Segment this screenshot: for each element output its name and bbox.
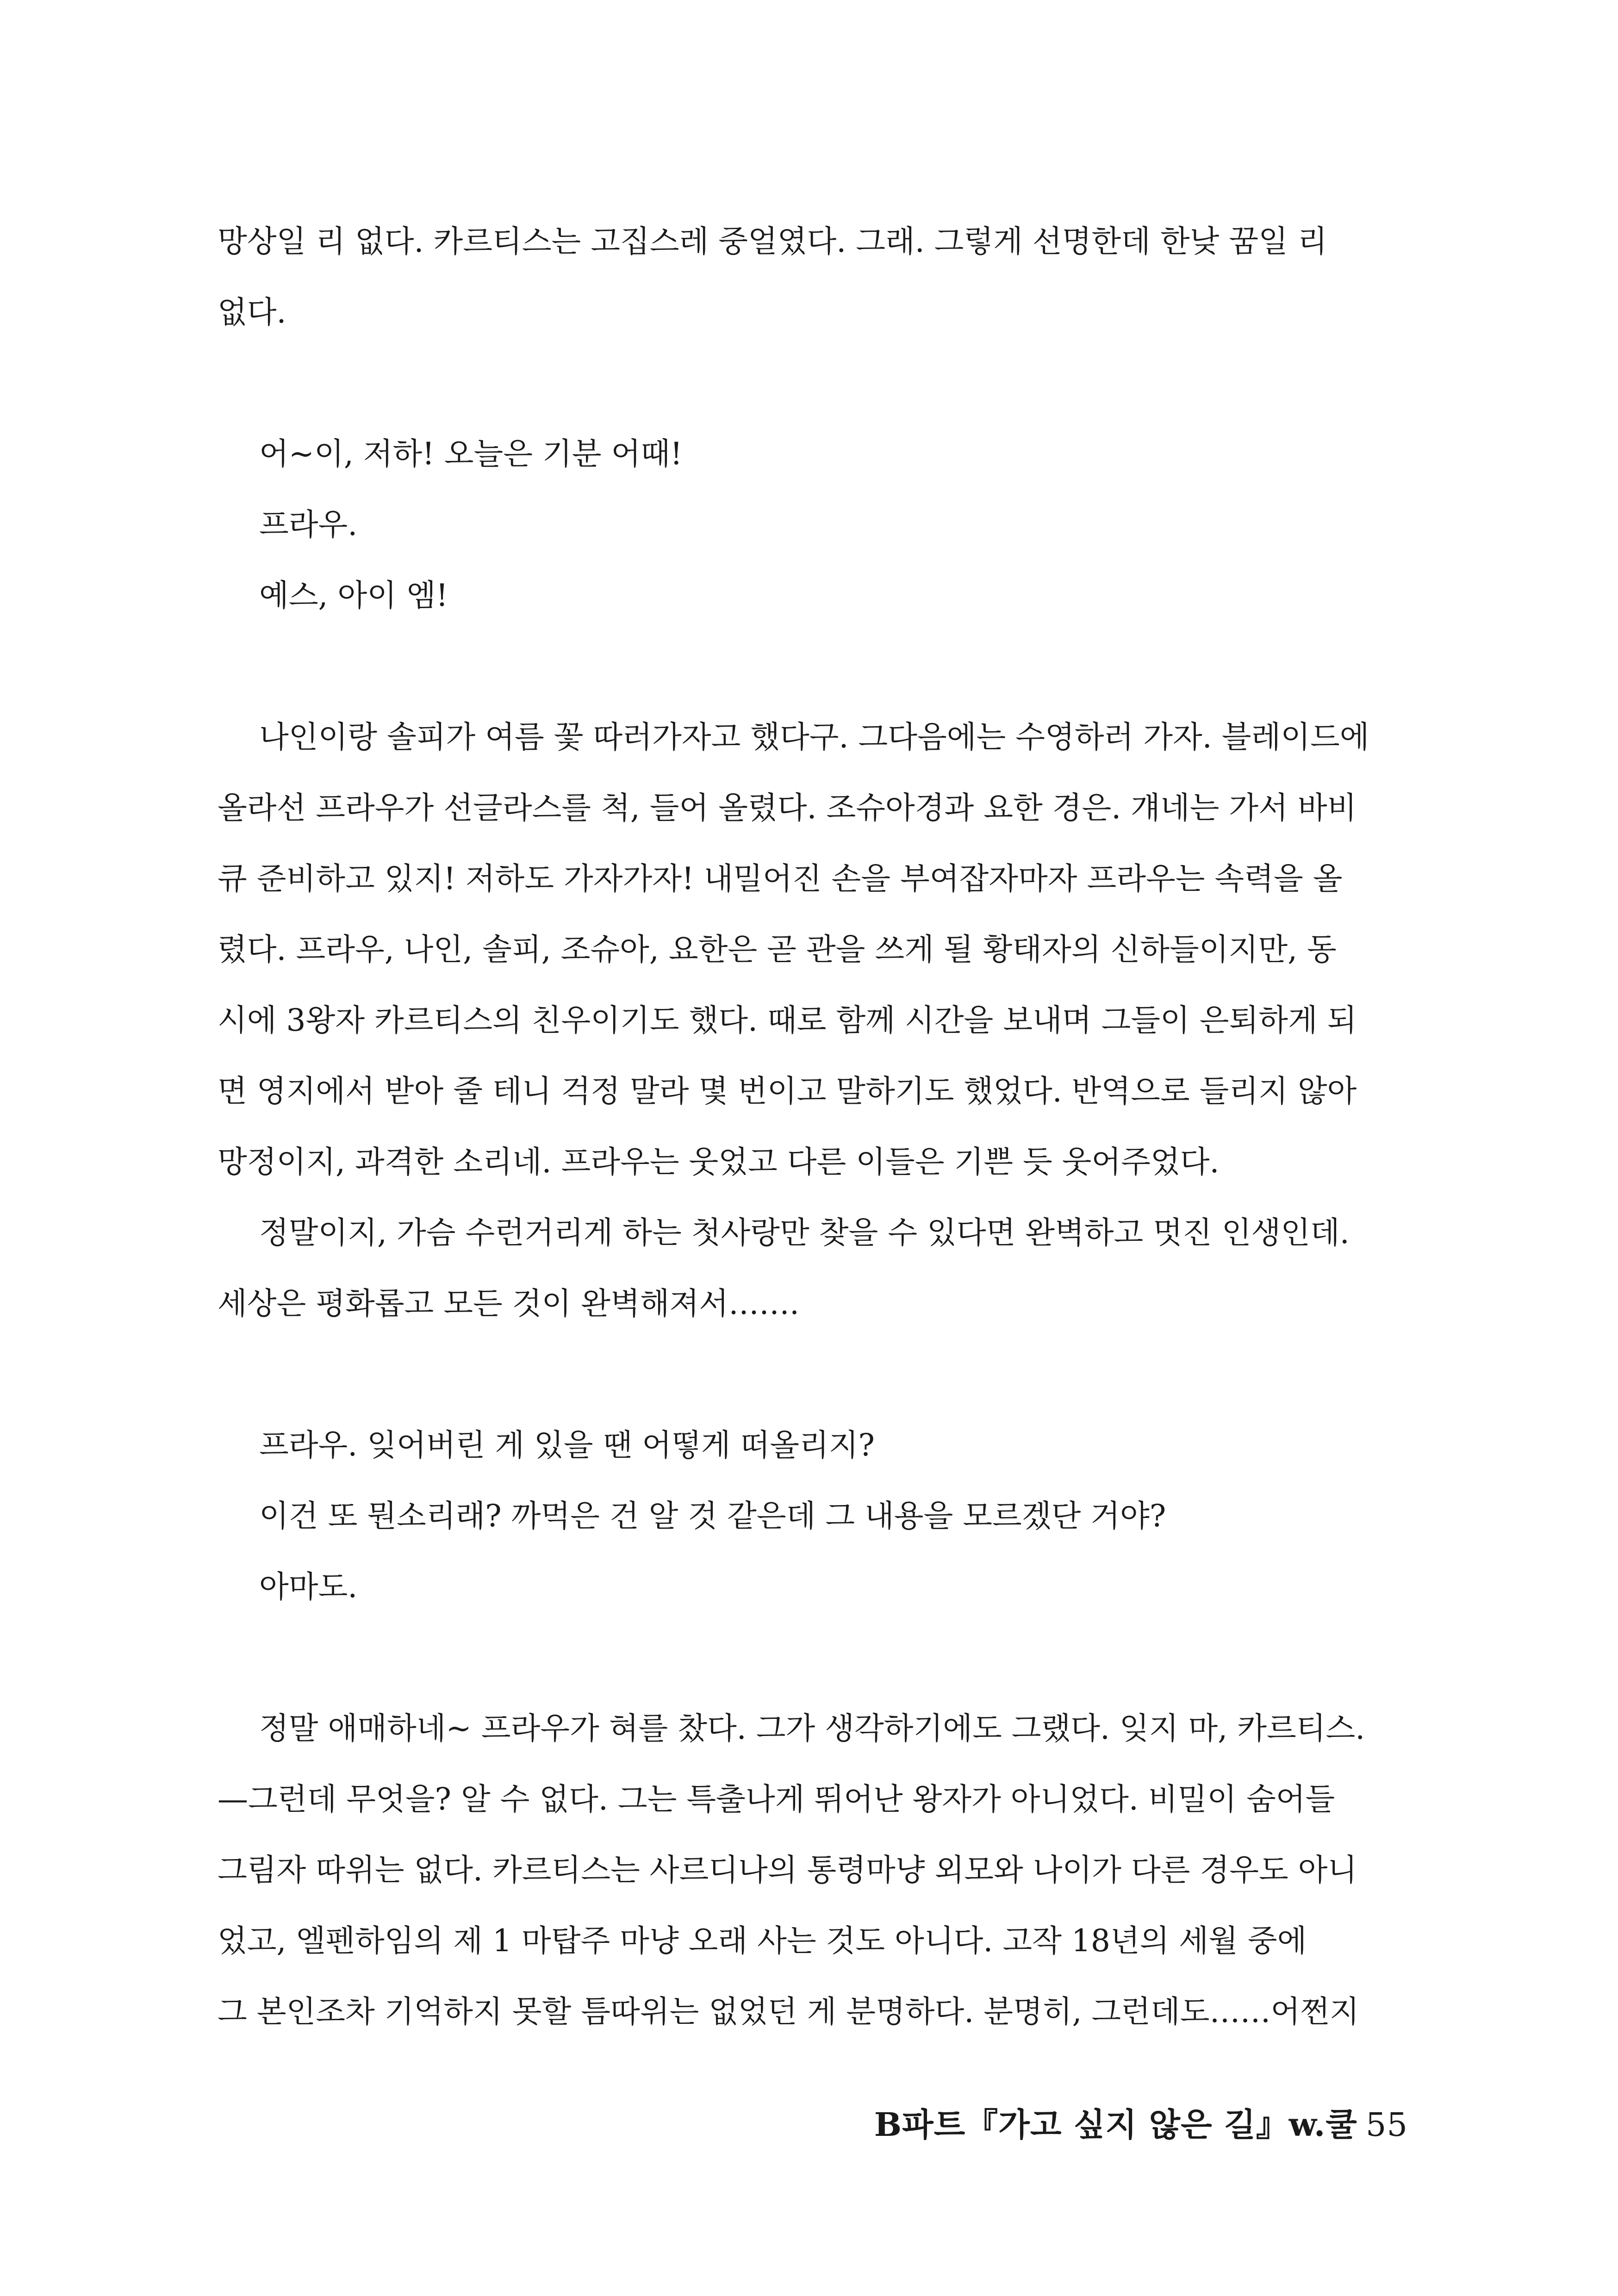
text-line: 정말이지, 가슴 수런거리게 하는 첫사랑만 찾을 수 있다면 완벽하고 멋진 인생인데. bbox=[259, 1215, 1350, 1251]
text-line: 올라선 프라우가 선글라스를 척, 들어 올렸다. 조슈아경과 요한 경은. 걔네는 가서 바비 bbox=[218, 790, 1357, 826]
paragraph-gap bbox=[218, 1622, 1407, 1693]
running-title: B파트『가고 싶지 않은 길』w.쿨 bbox=[874, 2105, 1357, 2144]
text-line: 세상은 평화롭고 모든 것이 완벽해져서……. bbox=[218, 1286, 799, 1321]
dialog-line: 프라우. bbox=[259, 507, 358, 542]
dialog-line: 아마도. bbox=[259, 1569, 358, 1605]
page-footer bbox=[874, 2099, 1408, 2146]
paragraph-gap bbox=[218, 631, 1407, 702]
text-line: 나인이랑 솔피가 여름 꽃 따러가자고 했다구. 그다음에는 수영하러 가자. 블레이드에 bbox=[259, 719, 1369, 755]
dialog-line: 어~이, 저하! 오늘은 기분 어때! bbox=[259, 436, 683, 472]
paragraph-gap bbox=[218, 348, 1407, 418]
text-line: 망정이지, 과격한 소리네. 프라우는 웃었고 다른 이들은 기쁜 듯 웃어주었다. bbox=[218, 1144, 1220, 1180]
text-line: —그런데 무엇을? 알 수 없다. 그는 특출나게 뛰어난 왕자가 아니었다. 비밀이 숨어들 bbox=[218, 1781, 1335, 1817]
text-line: 었고, 엘펜하임의 제 1 마탑주 마냥 오래 사는 것도 아니다. 고작 18년의 세월 중에 bbox=[218, 1923, 1307, 1959]
text-line: 면 영지에서 받아 줄 테니 걱정 말라 몇 번이고 말하기도 했었다. 반역으로 들리지 않아 bbox=[218, 1073, 1357, 1109]
page-number: 55 bbox=[1365, 2106, 1408, 2144]
dialog-line: 예스, 아이 엠! bbox=[259, 578, 448, 613]
text-line: 그림자 따위는 없다. 카르티스는 사르디나의 통령마냥 외모와 나이가 다른 경우도 아니 bbox=[218, 1852, 1357, 1888]
page-body bbox=[218, 206, 1407, 2047]
text-line: 없다. bbox=[218, 294, 286, 330]
paragraph-gap bbox=[218, 1339, 1407, 1410]
text-line: 시에 3왕자 카르티스의 친우이기도 했다. 때로 함께 시간을 보내며 그들이 은퇴하게 되 bbox=[218, 1002, 1357, 1038]
dialog-line: 이건 또 뭔소리래? 까먹은 건 알 것 같은데 그 내용을 모르겠단 거야? bbox=[259, 1498, 1166, 1534]
text-line: 렸다. 프라우, 나인, 솔피, 조슈아, 요한은 곧 관을 쓰게 될 황태자의 신하들이지만, 동 bbox=[218, 932, 1337, 967]
text-line: 큐 준비하고 있지! 저하도 가자가자! 내밀어진 손을 부여잡자마자 프라우는 속력을 올 bbox=[218, 861, 1343, 896]
text-line: 그 본인조차 기억하지 못할 틈따위는 없었던 게 분명하다. 분명히, 그런데도……어쩐지 bbox=[218, 1994, 1359, 2029]
text-line: 망상일 리 없다. 카르티스는 고집스레 중얼였다. 그래. 그렇게 선명한데 한낮 꿈일 리 bbox=[218, 224, 1327, 259]
dialog-line: 프라우. 잊어버린 게 있을 땐 어떻게 떠올리지? bbox=[259, 1427, 875, 1463]
text-line: 정말 애매하네~ 프라우가 혀를 찼다. 그가 생각하기에도 그랬다. 잊지 마, 카르티스. bbox=[259, 1711, 1365, 1746]
